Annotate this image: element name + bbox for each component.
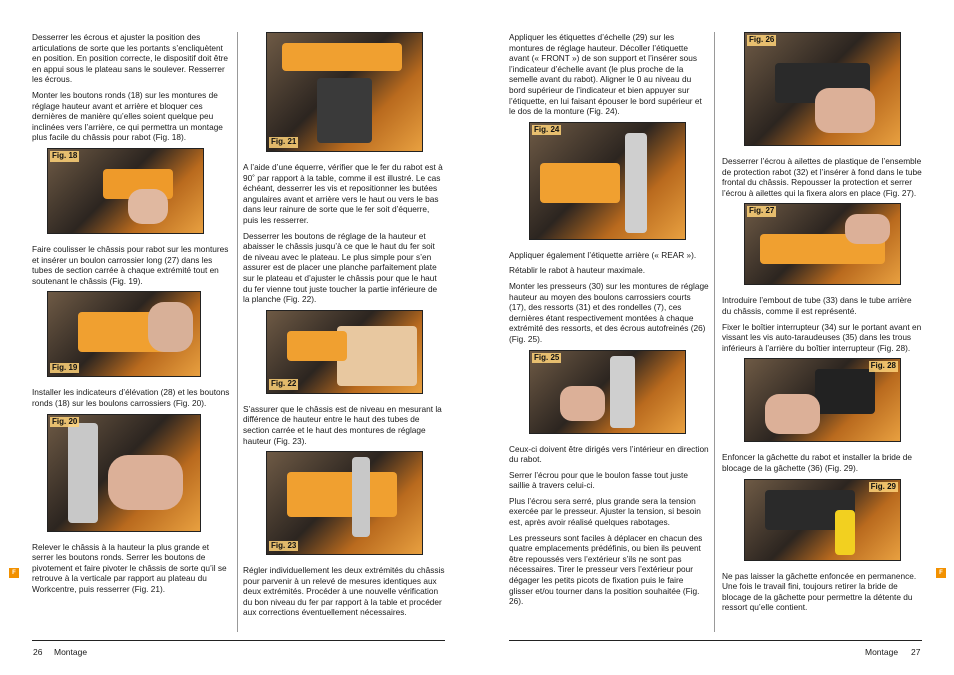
figure-29 — [744, 479, 901, 561]
page-number: 27 — [911, 647, 921, 657]
paragraph: Desserrer les boutons de réglage de la hauteur et abaisser le châssis jusqu’à ce que le haut du fer soit de niveau avec le plateau. Le plus simple pour s’en assurer est de placer une planche parfaitement plate sur le plateau et d’ajuster le châssis pour que le haut du fer vienne tout juste toucher la partie inférieure de la planche (Fig. 22). — [243, 230, 438, 305]
right-column-1 — [509, 32, 709, 612]
figure-label: Fig. 21 — [271, 137, 297, 147]
paragraph: Les presseurs sont faciles à déplacer en chacun des quatre emplacements prédéfinis, ou bien ils peuvent être repoussés vers l’extérieur s’ils ne sont pas nécessaires. Tirer le presseur vers l’extérieur pour dégager les petits picots de fixation puis le faire glisser et/ou tourner dans la position souhaitée (Fig. 26). — [509, 532, 703, 607]
paragraph: Appliquer les étiquettes d’échelle (29) sur les montures de réglage hauteur. Décoller l’étiquette avant (« FRONT ») de son support et l’insérer sous l’indicateur d’échelle avant (le plus proche de la semelle avant du rabot). Aligner le 0 au niveau du bord supérieur de l’indicateur et bien appuyer sur l’étiquette, en lui faisant épouser le bord supérieur et le dos de la monture (Fig. 24). — [509, 32, 702, 117]
figure-27 — [744, 203, 901, 285]
language-tab: F — [936, 568, 946, 578]
column-divider — [237, 32, 238, 632]
page-number: 26 — [33, 647, 43, 657]
figure-20 — [47, 414, 201, 532]
paragraph: Faire coulisser le châssis pour rabot sur les montures et insérer un boulon carrossier long (27) dans les tubes de section carrée à chaque extrémité tout en soutenant le châssis (Fig. 19). — [32, 243, 229, 286]
figure-label: Fig. 19 — [52, 362, 78, 372]
paragraph: Monter les presseurs (30) sur les montures de réglage hauteur au moyen des boulons carrossiers courts (17), des ressorts (31) et des rondelles (7), ces dernières étant respectivement montées à chaque extrémité des ressorts, et des écrous autofreinés (26) (Fig. 25). — [509, 280, 709, 344]
paragraph: Régler individuellement les deux extrémités du châssis pour parvenir à un relevé de mesures identiques aux deux extrémités. Procéder à une nouvelle vérification du bon niveau du fer par rapport à la table et procéder aux corrections éventuellement nécessaires. — [243, 565, 445, 618]
figure-21 — [266, 32, 423, 152]
paragraph: Monter les boutons ronds (18) sur les montures de réglage hauteur avant et arrière et bloquer ces dernières de manière qu’elles soient quelque peu inclinées vers l’arrière, ce qui permettra un montage plus facile du châssis pour rabot (Fig. 18). — [32, 89, 223, 143]
figure-label: Fig. 18 — [52, 150, 78, 160]
paragraph: Enfoncer la gâchette du rabot et installer la bride de blocage de la gâchette (36) (Fig. 29). — [722, 452, 913, 473]
paragraph: Introduire l’embout de tube (33) dans le tube arrière du châssis, comme il est représenté. — [722, 295, 912, 316]
paragraph: Desserrer les écrous et ajuster la position des articulations de sorte que les portants s’encliquètent en position. En position correcte, le dispositif doit être en appui sous le plateau sans le soulever. Resserrer les écrous. — [32, 32, 229, 85]
figure-19 — [47, 291, 201, 377]
figure-28 — [744, 358, 901, 442]
figure-24 — [529, 122, 686, 240]
figure-label: Fig. 26 — [749, 35, 775, 44]
figure-23 — [266, 451, 423, 555]
figure-label: Fig. 27 — [749, 206, 775, 216]
paragraph: Ne pas laisser la gâchette enfoncée en permanence. Une fois le travail fini, toujours retirer la bride de blocage de la gâchette pour permettre la détente du ressort qu’elle contient. — [722, 570, 917, 613]
left-column-2 — [243, 32, 445, 623]
paragraph: Serrer l’écrou pour que le boulon fasse tout juste saillie à travers celui-ci. — [509, 469, 688, 491]
section-name: Montage — [54, 647, 88, 657]
paragraph: Plus l’écrou sera serré, plus grande sera la tension exercée par le presseur. Ajuster la tension, si besoin est, après avoir réalisé quelques rabotages. — [509, 495, 701, 528]
paragraph: Ceux-ci doivent être dirigés vers l’intérieur en direction du rabot. — [509, 443, 709, 465]
figure-22 — [266, 310, 423, 394]
paragraph: Appliquer également l’étiquette arrière (« REAR »). — [509, 249, 697, 260]
paragraph: Desserrer l’écrou à ailettes de plastique de l’ensemble de protection rabot (32) et l’insérer à fond dans le tube frontal du châssis. Repousser la protection et serrer l’écrou à ailettes qui la fixera alors en place (Fig. 27). — [722, 156, 922, 198]
footer-rule — [509, 640, 922, 641]
figure-25 — [529, 350, 686, 434]
paragraph: Installer les indicateurs d’élévation (28) et les boutons ronds (18) sur les boulons carrossiers (Fig. 20). — [32, 387, 230, 408]
left-column-1 — [32, 32, 232, 599]
language-tab: F — [9, 568, 19, 578]
paragraph: A l’aide d’une équerre, vérifier que le fer du rabot est à 90˚ par rapport à la table, comme il est illustré. Le cas échéant, desserrer les vis et repositionner les butées angulaires avant et arrière vers le haut ou vers le bas dans leur rainure de sorte que le fer soit d’équerre, puis les resserrer. — [243, 162, 443, 225]
footer-rule — [32, 640, 445, 641]
figure-label: Fig. 23 — [271, 540, 297, 550]
paragraph: Fixer le boîtier interrupteur (34) sur le portant avant en vissant les vis auto-taraudeuses (35) dans les trous inférieurs à l’arrière du boîtier interrupteur (Fig. 28). — [722, 321, 922, 353]
paragraph: Rétablir le rabot à hauteur maximale. — [509, 265, 646, 276]
figure-26 — [744, 32, 901, 146]
figure-label: Fig. 25 — [534, 352, 560, 362]
paragraph: S’assurer que le châssis est de niveau en mesurant la différence de hauteur entre le haut des tubes de section carrée et le haut des montures de réglage hauteur (Fig. 23). — [243, 403, 442, 446]
figure-label: Fig. 28 — [870, 361, 896, 371]
column-divider — [714, 32, 715, 632]
figure-label: Fig. 24 — [534, 124, 560, 134]
section-name: Montage — [865, 647, 899, 657]
paragraph: Relever le châssis à la hauteur la plus grande et serrer les boutons ronds. Serrer les boutons de pivotement et faire pivoter le châssis de sorte qu’il se retrouve à la verticale par rapport au plateau du Workcentre, puis resserrer (Fig. 21). — [32, 541, 227, 594]
figure-label: Fig. 22 — [271, 379, 297, 389]
figure-label: Fig. 20 — [52, 416, 78, 426]
figure-18 — [47, 148, 204, 234]
figure-label: Fig. 29 — [870, 481, 896, 491]
right-column-2 — [722, 32, 922, 618]
